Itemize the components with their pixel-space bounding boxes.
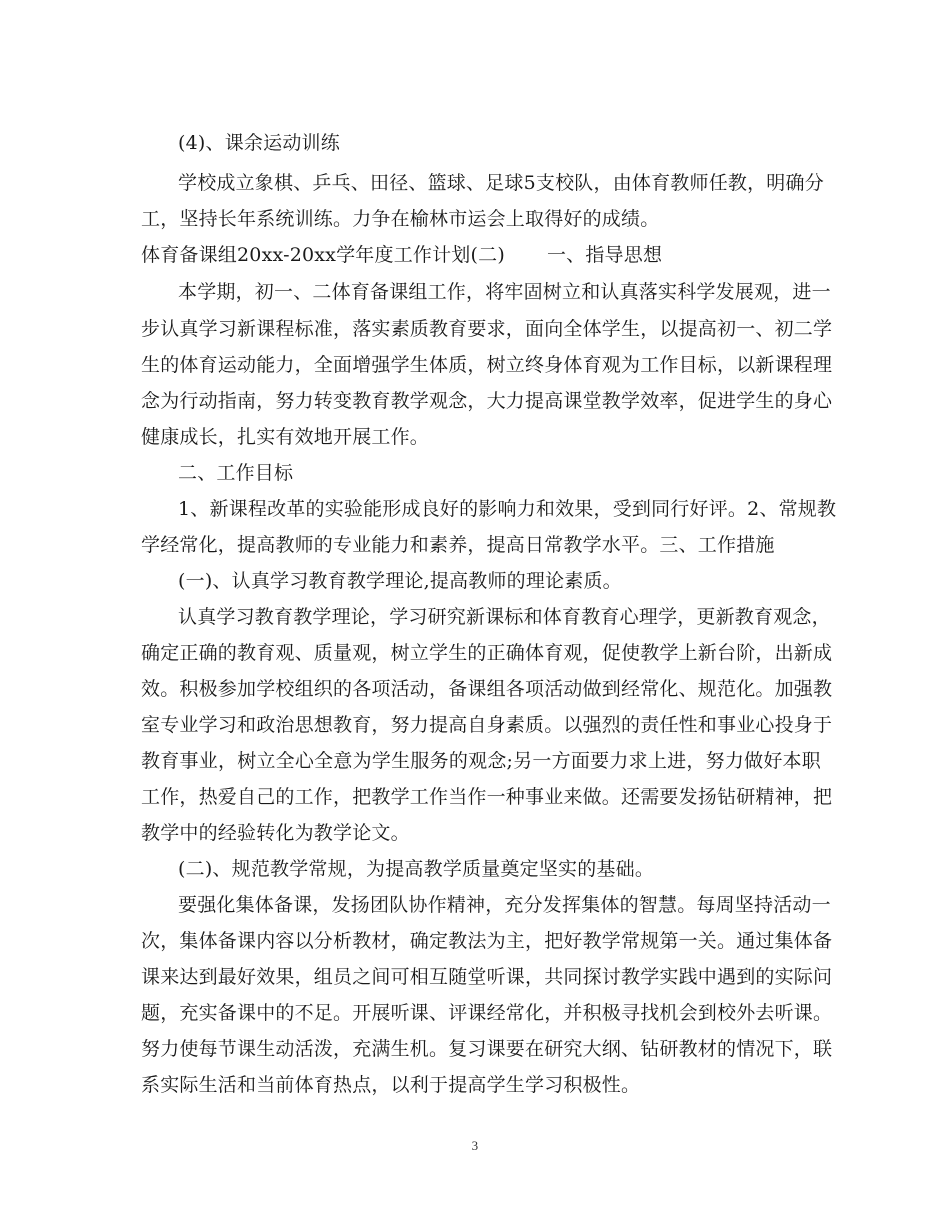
paragraph-heading-4: (4)、课余运动训练 (178, 132, 340, 154)
paragraph-line: 健康成长，扎实有效地开展工作。 (141, 426, 430, 448)
paragraph-line: 教学中的经验转化为教学论文。 (141, 822, 410, 844)
paragraph-line: 次，集体备课内容以分析教材，确定教法为主，把好教学常规第一关。通过集体备 (141, 930, 833, 952)
paragraph-line: 1、新课程改革的实验能形成良好的影响力和效果，受到同行好评。2、常规教 (178, 498, 837, 520)
paragraph-line: 确定正确的教育观、质量观，树立学生的正确体育观，促使教学上新台阶，出新成 (141, 642, 833, 664)
paragraph-line: 步认真学习新课程标准，落实素质教育要求，面向全体学生，以提高初一、初二学 (141, 318, 833, 340)
section-title-line (141, 243, 821, 267)
paragraph-line: 室专业学习和政治思想教育，努力提高自身素质。以强烈的责任性和事业心投身于 (141, 714, 833, 736)
paragraph-line: 努力使每节课生动活泼，充满生机。复习课要在研究大纲、钻研教材的情况下，联 (141, 1038, 833, 1060)
subsection-heading-1: (一)、认真学习教育教学理论,提高教师的理论素质。 (178, 570, 622, 592)
paragraph-line: 生的体育运动能力，全面增强学生体质，树立终身体育观为工作目标，以新课程理 (141, 354, 833, 376)
paragraph-line: 本学期，初一、二体育备课组工作，将牢固树立和认真落实科学发展观，进一 (178, 281, 831, 303)
paragraph-line: 认真学习教育教学理论，学习研究新课标和体育教育心理学，更新教育观念， (178, 606, 831, 628)
page-number: 3 (471, 1138, 479, 1153)
section-heading-work-goals: 二、工作目标 (178, 462, 294, 484)
paragraph-line: 课来达到最好效果，组员之间可相互随堂听课，共同探讨教学实践中遇到的实际问 (141, 966, 833, 988)
paragraph-line: 学经常化，提高教师的专业能力和素养，提高日常教学水平。三、工作措施 (141, 534, 775, 556)
paragraph-line: 要强化集体备课，发扬团队协作精神，充分发挥集体的智慧。每周坚持活动一 (178, 894, 831, 916)
paragraph-line: 工，坚持长年系统训练。力争在榆林市运会上取得好的成绩。 (141, 208, 660, 230)
subsection-heading-2: (二)、规范教学常规，为提高教学质量奠定坚实的基础。 (178, 858, 655, 880)
section-heading-guiding-ideology: 一、指导思想 (546, 244, 663, 266)
paragraph-line: 念为行动指南，努力转变教育教学观念，大力提高课堂教学效率，促进学生的身心 (141, 390, 833, 412)
paragraph-line: 教育事业，树立全心全意为学生服务的观念;另一方面要力求上进，努力做好本职 (141, 750, 821, 772)
paragraph-line: 工作，热爱自己的工作，把教学工作当作一种事业来做。还需要发扬钻研精神，把 (141, 786, 833, 808)
paragraph-line: 效。积极参加学校组织的各项活动，备课组各项活动做到经常化、规范化。加强教 (141, 678, 833, 700)
paragraph-line: 学校成立象棋、乒乓、田径、篮球、足球5支校队，由体育教师任教，明确分 (178, 172, 824, 194)
paragraph-line: 系实际生活和当前体育热点，以利于提高学生学习积极性。 (141, 1074, 641, 1096)
section-title: 体育备课组20xx-20xx学年度工作计划(二) (141, 244, 505, 266)
paragraph-line: 题，充实备课中的不足。开展听课、评课经常化，并积极寻找机会到校外去听课。 (141, 1002, 833, 1024)
